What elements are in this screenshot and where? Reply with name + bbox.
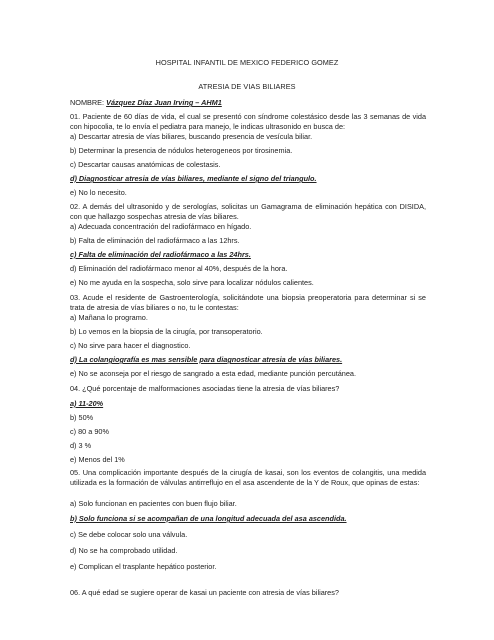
student-name-value: Vázquez Díaz Juan Irving – AHM1: [106, 98, 222, 107]
question-1-option-a: a) Descartar atresia de vías biliares, buscando presencia de vesícula biliar.: [70, 132, 313, 141]
question-5-option-d: d) No se ha comprobado utilidad.: [70, 546, 178, 555]
question-5-option-a: a) Solo funcionan en pacientes con buen flujo biliar.: [70, 499, 237, 508]
question-6-stem: 06. A qué edad se sugiere operar de kasai un paciente con atresia de vías biliares?: [70, 588, 339, 597]
student-name-label: NOMBRE:: [70, 98, 107, 107]
question-3-option-c: c) No sirve para hacer el diagnostico.: [70, 341, 191, 350]
question-3-option-a: a) Mañana lo programo.: [70, 313, 148, 322]
question-3-option-b: b) Lo vemos en la biopsia de la cirugía, por transoperatorio.: [70, 327, 263, 336]
question-4-option-a-answer: a) 11-20%: [70, 399, 104, 408]
question-3-stem: 03. Acude el residente de Gastroenterología, solicitándote una biopsia preoperatoria para determinar si se trata de atresia de vías biliares o no, tu le contestas:: [70, 293, 426, 312]
question-3-option-d-answer: d) La colangiografía es mas sensible para diagnosticar atresia de vías biliares.: [70, 355, 343, 364]
question-4-option-e: e) Menos del 1%: [70, 455, 125, 464]
question-3-option-e: e) No se aconseja por el riesgo de sangrado a esta edad, mediante punción percutánea.: [70, 369, 356, 378]
question-4-option-c: c) 80 a 90%: [70, 427, 109, 436]
question-5-option-c: c) Se debe colocar solo una válvula.: [70, 530, 188, 539]
hospital-title: HOSPITAL INFANTIL DE MEXICO FEDERICO GOMEZ: [155, 58, 339, 67]
student-name-line: [70, 98, 426, 108]
question-2-option-a: a) Adecuada concentración del radiofármaco en hígado.: [70, 222, 252, 231]
question-2-option-c-answer: c) Falta de eliminación del radiofármaco a las 24hrs.: [70, 250, 251, 259]
question-1-option-b: b) Determinar la presencia de nódulos heterogeneos por tirosinemia.: [70, 146, 293, 155]
topic-title: ATRESIA DE VIAS BILIARES: [198, 82, 296, 91]
question-1-option-e: e) No lo necesito.: [70, 188, 127, 197]
question-1-stem: 01. Paciente de 60 días de vida, el cual se presentó con síndrome colestásico desde las 3 semanas de vida con hipocolia, te lo envía el pediatra para manejo, le indicas ultrasonido en busca de:: [70, 112, 426, 131]
question-2-option-b: b) Falta de eliminación del radiofármaco a las 12hrs.: [70, 236, 240, 245]
question-4-option-b: b) 50%: [70, 413, 94, 422]
question-5-option-b-answer: b) Solo funciona si se acompañan de una longitud adecuada del asa ascendida.: [70, 514, 347, 523]
question-1-option-c: c) Descartar causas anatómicas de colestasis.: [70, 160, 221, 169]
question-2-option-d: d) Eliminación del radiofármaco menor al 40%, después de la hora.: [70, 264, 288, 273]
question-1-option-d-answer: d) Diagnosticar atresia de vías biliares, mediante el signo del triangulo.: [70, 174, 317, 183]
question-2-option-e: e) No me ayuda en la sospecha, solo sirve para localizar nódulos calientes.: [70, 278, 314, 287]
question-5-stem: 05. Una complicación importante después de la cirugía de kasai, son los eventos de colangitis, una medida utilizada es la formación de válvulas antirreflujo en el asa ascendente de la Y de Roux, que opinas de estas:: [70, 468, 426, 487]
question-4-option-d: d) 3 %: [70, 441, 92, 450]
question-5-option-e: e) Complican el trasplante hepático posterior.: [70, 562, 217, 571]
question-4-stem: 04. ¿Qué porcentaje de malformaciones asociadas tiene la atresia de vías biliares?: [70, 384, 340, 393]
question-2-stem: 02. A demás del ultrasonido y de serologías, solicitas un Gamagrama de eliminación hepática con DISIDA, con que hallazgo sospechas atresia de vías biliares.: [70, 202, 426, 221]
